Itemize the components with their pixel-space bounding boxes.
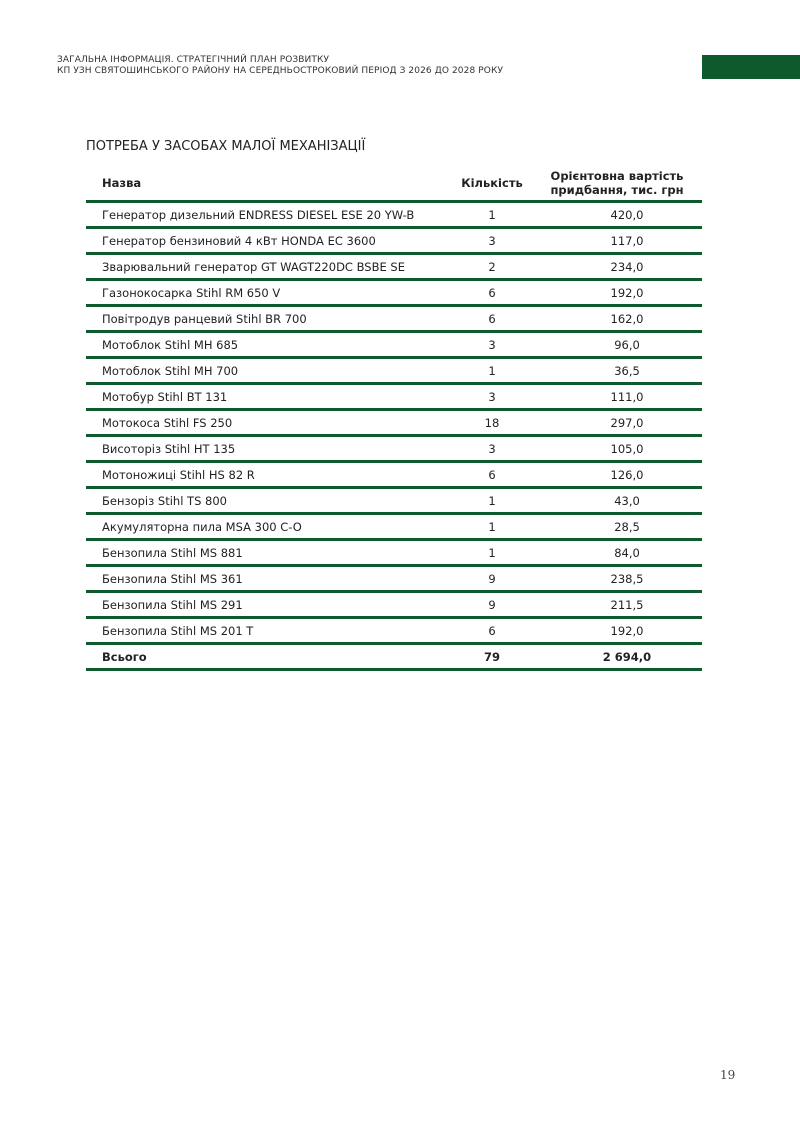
cell-cost: 192,0 — [532, 618, 702, 644]
table-row — [86, 488, 702, 514]
cell-name: Висоторіз Stihl HT 135 — [86, 436, 452, 462]
cell-cost: 43,0 — [532, 488, 702, 514]
section-title: ПОТРЕБА У ЗАСОБАХ МАЛОЇ МЕХАНІЗАЦІЇ — [86, 139, 366, 154]
table-row — [86, 462, 702, 488]
table-row — [86, 202, 702, 228]
cell-qty: 1 — [452, 540, 532, 566]
cell-name: Повітродув ранцевий Stihl BR 700 — [86, 306, 452, 332]
cell-qty: 6 — [452, 306, 532, 332]
cell-name: Мотоблок Stihl MH 685 — [86, 332, 452, 358]
column-header-cost-line1: Орієнтовна вартість — [550, 168, 684, 183]
cell-cost: 297,0 — [532, 410, 702, 436]
mechanization-table — [86, 165, 702, 671]
table-row — [86, 566, 702, 592]
cell-name: Мотоножиці Stihl HS 82 R — [86, 462, 452, 488]
cell-qty: 3 — [452, 228, 532, 254]
cell-qty: 18 — [452, 410, 532, 436]
cell-name: Генератор бензиновий 4 кВт HONDA EC 3600 — [86, 228, 452, 254]
table-row — [86, 306, 702, 332]
cell-name: Бензопила Stihl MS 361 — [86, 566, 452, 592]
table-header-row — [86, 165, 702, 202]
header-line-2: КП УЗН СВЯТОШИНСЬКОГО РАЙОНУ НА СЕРЕДНЬОСТРОКОВИЙ ПЕРІОД З 2026 ДО 2028 РОКУ — [57, 66, 504, 76]
cell-qty: 6 — [452, 280, 532, 306]
table-row — [86, 332, 702, 358]
running-header — [57, 55, 503, 77]
table-row — [86, 280, 702, 306]
cell-cost: 234,0 — [532, 254, 702, 280]
cell-qty: 9 — [452, 566, 532, 592]
table-row — [86, 228, 702, 254]
header-accent-bar — [702, 55, 800, 79]
cell-cost: 162,0 — [532, 306, 702, 332]
table-row — [86, 410, 702, 436]
page-number: 19 — [720, 1068, 736, 1082]
cell-name: Газонокосарка Stihl RM 650 V — [86, 280, 452, 306]
cell-qty: 3 — [452, 384, 532, 410]
cell-cost: 211,5 — [532, 592, 702, 618]
cell-qty: 2 — [452, 254, 532, 280]
cell-qty: 1 — [452, 514, 532, 540]
cell-qty: 79 — [452, 644, 532, 670]
cell-name: Мотобур Stihl BT 131 — [86, 384, 452, 410]
table-row — [86, 592, 702, 618]
cell-name: Акумуляторна пила MSA 300 C-O — [86, 514, 452, 540]
cell-name: Мотокоса Stihl FS 250 — [86, 410, 452, 436]
cell-name: Генератор дизельний ENDRESS DIESEL ESE 20 YW-B — [86, 202, 452, 228]
table-row — [86, 436, 702, 462]
cell-name: Бензопила Stihl MS 881 — [86, 540, 452, 566]
cell-qty: 1 — [452, 358, 532, 384]
table-row — [86, 540, 702, 566]
cell-name: Бензопила Stihl MS 291 — [86, 592, 452, 618]
cell-qty: 6 — [452, 618, 532, 644]
cell-name: Бензопила Stihl MS 201 T — [86, 618, 452, 644]
cell-cost: 36,5 — [532, 358, 702, 384]
column-header-qty: Кількість — [452, 165, 532, 202]
cell-qty: 1 — [452, 202, 532, 228]
cell-name: Всього — [86, 644, 452, 670]
cell-cost: 28,5 — [532, 514, 702, 540]
cell-qty: 1 — [452, 488, 532, 514]
cell-cost: 117,0 — [532, 228, 702, 254]
cell-cost: 238,5 — [532, 566, 702, 592]
table-row — [86, 618, 702, 644]
cell-name: Бензоріз Stihl TS 800 — [86, 488, 452, 514]
table-row — [86, 514, 702, 540]
cell-cost: 192,0 — [532, 280, 702, 306]
cell-cost: 111,0 — [532, 384, 702, 410]
column-header-name: Назва — [86, 165, 452, 202]
cell-cost: 126,0 — [532, 462, 702, 488]
cell-cost: 96,0 — [532, 332, 702, 358]
column-header-cost — [532, 165, 702, 202]
table-row — [86, 358, 702, 384]
header-line-1: ЗАГАЛЬНА ІНФОРМАЦІЯ. СТРАТЕГІЧНИЙ ПЛАН РОЗВИТКУ — [57, 55, 330, 65]
cell-cost: 420,0 — [532, 202, 702, 228]
cell-cost: 105,0 — [532, 436, 702, 462]
cell-qty: 6 — [452, 462, 532, 488]
cell-name: Зварювальний генератор GT WAGT220DC BSBE SE — [86, 254, 452, 280]
table-row — [86, 254, 702, 280]
cell-qty: 9 — [452, 592, 532, 618]
cell-cost: 2 694,0 — [532, 644, 702, 670]
cell-name: Мотоблок Stihl MH 700 — [86, 358, 452, 384]
cell-cost: 84,0 — [532, 540, 702, 566]
column-header-cost-line2: придбання, тис. грн — [550, 182, 684, 197]
cell-qty: 3 — [452, 332, 532, 358]
cell-qty: 3 — [452, 436, 532, 462]
table-row — [86, 384, 702, 410]
table-total-row — [86, 644, 702, 670]
